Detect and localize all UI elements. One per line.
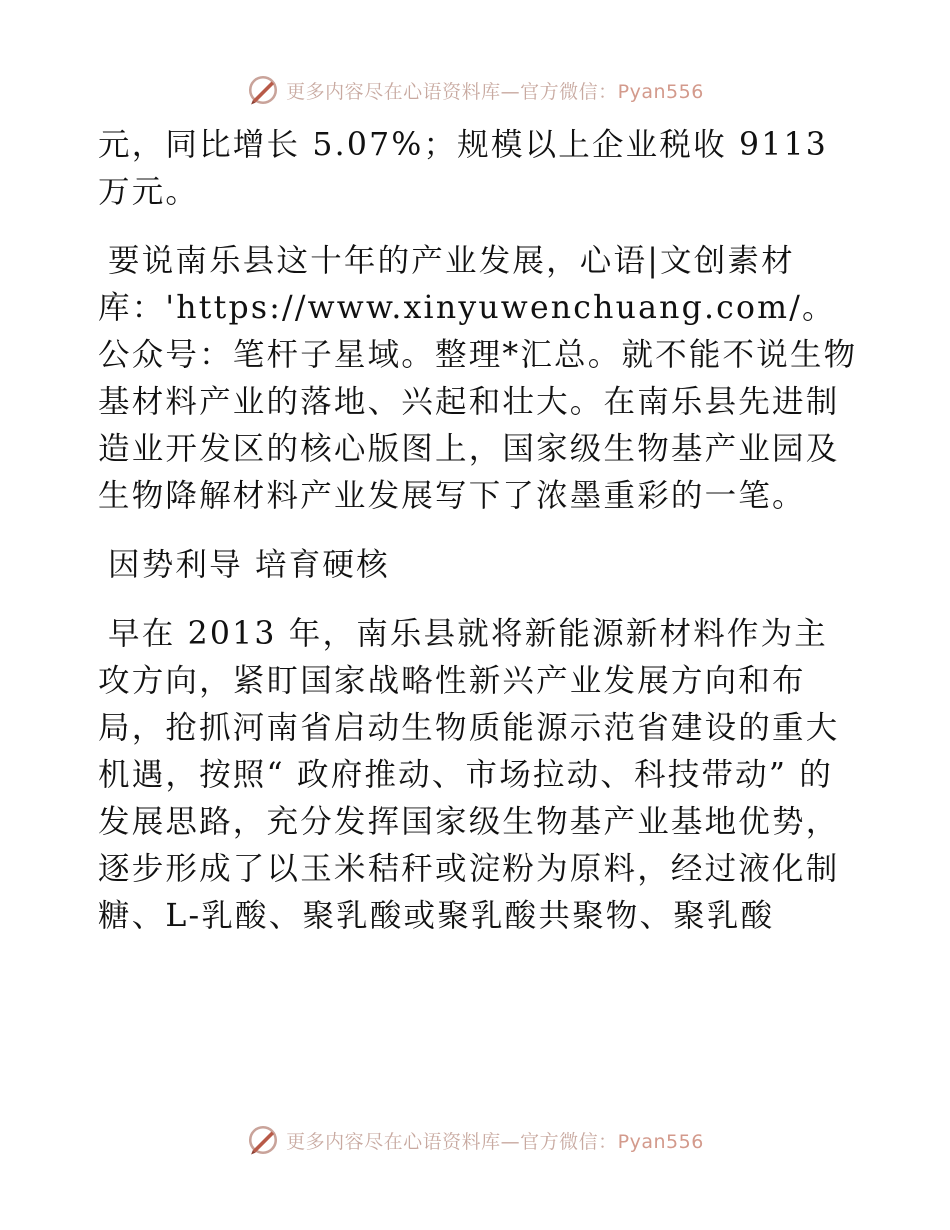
section-heading: 因势利导 培育硬核: [108, 547, 390, 583]
paragraph-1: 元，同比增长 5.07%；规模以上企业税收 9113万元。: [98, 127, 828, 210]
paragraph-3: 早在 2013 年，南乐县就将新能源新材料作为主攻方向，紧盯国家战略性新兴产业发展方向和布局，抢抓河南省启动生物质能源示范省建设的重大机遇，按照“ 政府推动、市场拉动、科技带动” 的发展思路，充分发挥国家级生物基产业基地优势，逐步形成了以玉米秸秆或淀粉为原料，经过液化制糖、L-乳酸、聚乳酸或聚乳酸共聚物、聚乳酸: [98, 616, 840, 934]
pen-circle-logo-icon: [246, 1123, 280, 1157]
footer-watermark: [0, 1120, 950, 1160]
paragraph-2: 要说南乐县这十年的产业发展，心语|文创素材库：'https://www.xinyuwenchuang.com/。公众号：笔杆子星域。整理*汇总。就不能不说生物基材料产业的落地、兴起和壮大。在南乐县先进制造业开发区的核心版图上，国家级生物基产业园及生物降解材料产业发展写下了浓墨重彩的一笔。: [98, 243, 858, 514]
pen-circle-logo-icon: [246, 73, 280, 107]
watermark-text: 更多内容尽在心语资料库—官方微信：Pyan556: [286, 80, 704, 103]
watermark-wechat-id: Pyan556: [617, 1130, 704, 1153]
watermark-text: 更多内容尽在心语资料库—官方微信：Pyan556: [286, 1130, 704, 1153]
watermark-wechat-id: Pyan556: [617, 80, 704, 103]
header-watermark: [0, 70, 950, 110]
document-body: [98, 122, 858, 962]
